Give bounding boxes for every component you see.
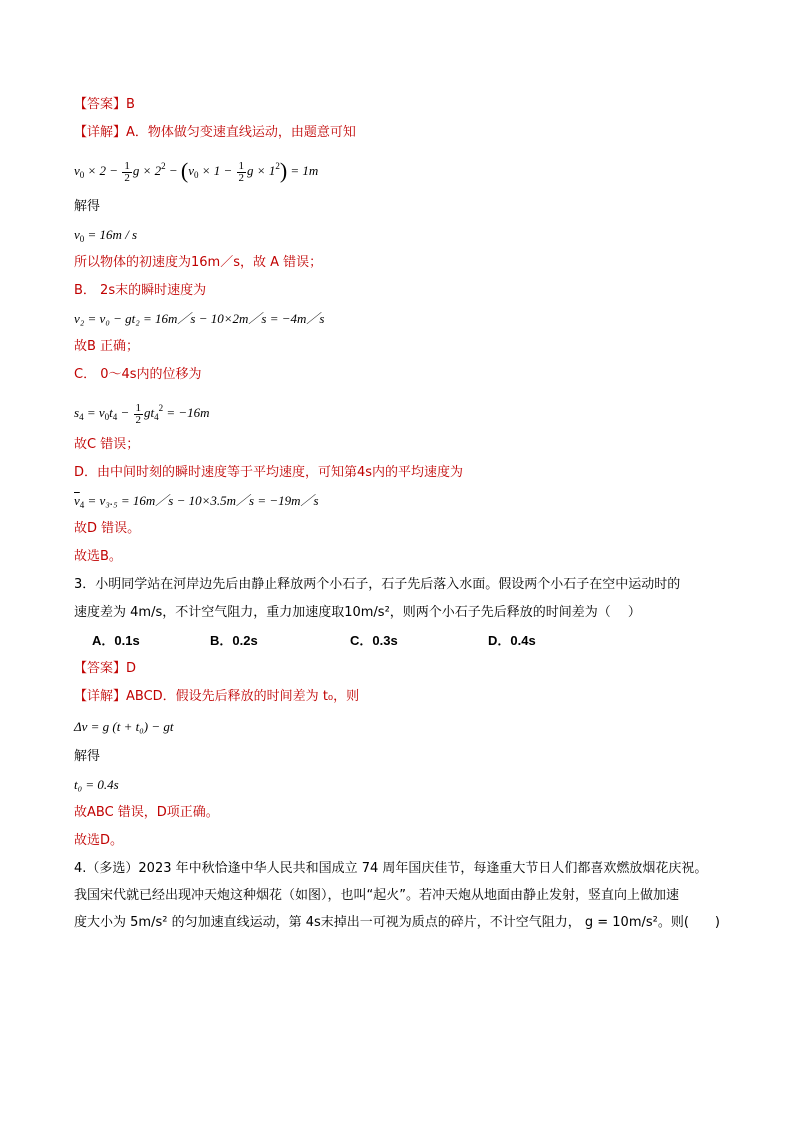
q4-stem-line-1: 4.（多选）2023 年中秋恰逢中华人民共和国成立 74 周年国庆佳节，每逢重大节日人们都喜欢燃放烟花庆祝。	[74, 861, 708, 876]
q2-equation-1: $v_0 \times 2$ − $\frac{1}{2}$ $g \times 2^2 - (v_0 \times 1$ − $\frac{1}{2}$ $g \times 1^2) = 1m$	[74, 158, 319, 184]
q2-detail-line	[74, 124, 356, 142]
q2-v0-result: $v_0 = 16m / s$	[74, 227, 138, 244]
q3-stem-line-1: 3．小明同学站在河岸边先后由静止释放两个小石子，石子先后落入水面。假设两个小石子在空中运动时的	[74, 577, 681, 592]
q2-option-c-equation: $s_4 = v_0t_4$ − $\frac{1}{2}$ $gt_4^2 = -16m$	[74, 401, 210, 426]
q3-answer-line	[74, 660, 136, 678]
q3-final: 故选D。	[74, 833, 124, 848]
q4-stem-line-3: 度大小为 5m/s² 的匀加速直线运动，第 4s末掉出一可视为质点的碎片，不计空气阻力， g = 10m/s²。则( )	[74, 915, 720, 930]
detail-tag: 【详解】	[74, 689, 127, 704]
answer-value: B	[126, 97, 135, 112]
q3-stem-line-2: 速度差为 4m/s，不计空气阻力，重力加速度取10m/s²，则两个小石子先后释放的时间差为（ ）	[74, 605, 641, 620]
q2-answer-line	[74, 96, 135, 114]
q3-option-b: B．0.2s	[210, 633, 258, 648]
q3-detail-line	[74, 688, 359, 706]
q2-option-d-equation: $\overline{v}_4 = v_3._5$ = 16m／s − 10×3.5m／s = −19m／s	[74, 493, 319, 510]
answer-tag: 【答案】	[74, 661, 127, 676]
q3-options	[92, 632, 536, 651]
answer-tag: 【答案】	[74, 97, 127, 112]
q2-final: 故选B。	[74, 549, 122, 564]
q2-option-b: B． 2s末的瞬时速度为	[74, 283, 207, 298]
q3-result: t₀ = 0.4s	[74, 777, 119, 792]
q3-option-a: A．0.1s	[92, 633, 140, 648]
detail-text: ABCD．假设先后释放的时间差为 t₀，则	[126, 689, 360, 704]
q2-conclusion-b: 故B 正确；	[74, 339, 140, 354]
q2-conclusion-c: 故C 错误；	[74, 437, 140, 452]
detail-tag: 【详解】	[74, 125, 127, 140]
q2-option-c: C． 0～4s内的位移为	[74, 367, 202, 382]
q2-conclusion-d: 故D 错误。	[74, 521, 141, 536]
q3-equation: Δv = g (t + t₀) − gt	[74, 719, 174, 734]
q2-solve: 解得	[74, 199, 101, 214]
q3-option-d: D．0.4s	[488, 633, 536, 648]
detail-intro: A．物体做匀变速直线运动，由题意可知	[126, 125, 356, 140]
q2-option-d-rhs: = v₃.₅ = 16m／s − 10×3.5m／s = −19m／s	[87, 493, 319, 508]
q3-conclusion: 故ABC 错误，D项正确。	[74, 805, 219, 820]
q3-option-c: C．0.3s	[350, 633, 398, 648]
q3-solve: 解得	[74, 749, 101, 764]
q2-conclusion-a: 所以物体的初速度为16m／s，故 A 错误；	[74, 255, 323, 270]
q4-stem-line-2: 我国宋代就已经出现冲天炮这种烟花（如图），也叫“起火”。若冲天炮从地面由静止发射，竖直向上做加速	[74, 888, 679, 903]
q2-option-d: D．由中间时刻的瞬时速度等于平均速度，可知第4s内的平均速度为	[74, 465, 464, 480]
answer-value: D	[126, 661, 137, 676]
q2-option-b-equation: v₂ = v₀ − gt₂ = 16m／s − 10×2m／s = −4m／s	[74, 311, 325, 326]
